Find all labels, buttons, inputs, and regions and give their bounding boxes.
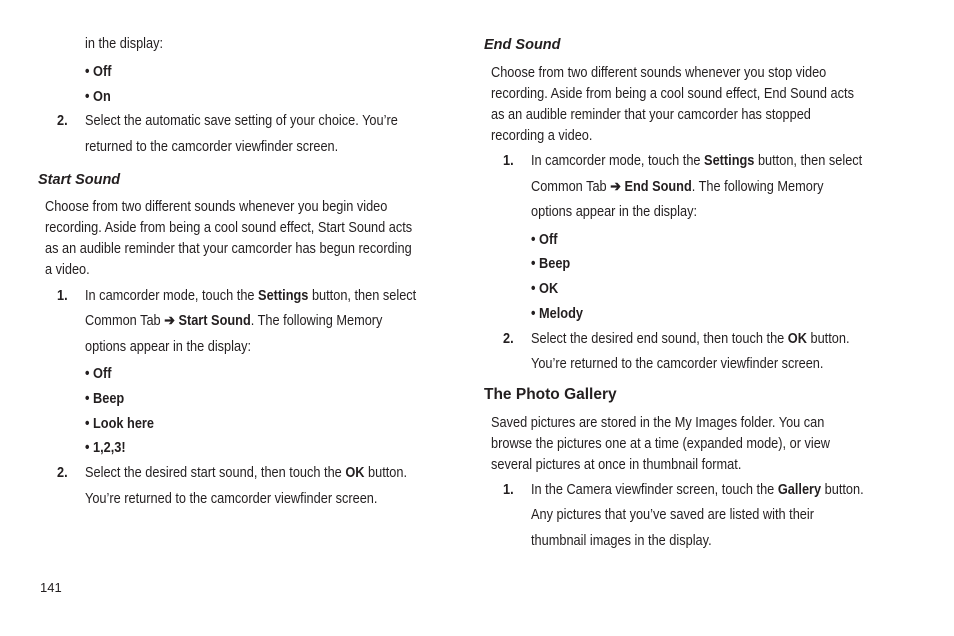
step-text: options appear in the display:	[531, 204, 698, 220]
step-number: 1.	[57, 288, 68, 304]
step-text: Common Tab ➔ Start Sound. The following Memory	[85, 313, 383, 329]
step-text: You’re returned to the camcorder viewfinder screen.	[85, 491, 378, 507]
step-text: Common Tab ➔ End Sound. The following Memory	[531, 179, 824, 195]
step-text: thumbnail images in the display.	[531, 533, 712, 549]
bullet-item: • Beep	[85, 391, 125, 407]
bullet-item: • Off	[85, 64, 112, 80]
step-number: 1.	[503, 482, 514, 498]
bullet-item: • Look here	[85, 416, 154, 432]
photo-gallery-heading: The Photo Gallery	[484, 386, 617, 403]
step-text: Any pictures that you’ve saved are listed with their	[531, 507, 814, 523]
step-number: 2.	[57, 465, 68, 481]
arrow-icon: ➔	[610, 179, 621, 195]
start-sound-heading: Start Sound	[38, 172, 121, 188]
intro-line: in the display:	[85, 36, 164, 52]
bullet-item: • OK	[531, 281, 559, 297]
step-number: 1.	[503, 153, 514, 169]
paragraph-line: recording. Aside from being a cool sound effect, Start Sound acts	[45, 220, 413, 236]
step-text: options appear in the display:	[85, 339, 252, 355]
step-text: returned to the camcorder viewfinder screen.	[85, 139, 339, 155]
step-text: Select the desired end sound, then touch the OK button.	[531, 331, 850, 347]
bullet-item: • Off	[531, 232, 558, 248]
step-text: In camcorder mode, touch the Settings button, then select	[531, 153, 863, 169]
step-number: 2.	[57, 113, 68, 129]
bullet-item: • On	[85, 89, 111, 105]
page-number: 141	[40, 580, 62, 595]
bullet-item: • Beep	[531, 256, 571, 272]
arrow-icon: ➔	[164, 313, 175, 329]
paragraph-line: recording a video.	[491, 128, 593, 144]
paragraph-line: Choose from two different sounds whenever you stop video	[491, 65, 827, 81]
step-text: In camcorder mode, touch the Settings button, then select	[85, 288, 417, 304]
paragraph-line: several pictures at once in thumbnail format.	[491, 457, 742, 473]
paragraph-line: Choose from two different sounds whenever you begin video	[45, 199, 388, 215]
paragraph-line: as an audible reminder that your camcorder has stopped	[491, 107, 811, 123]
step-number: 2.	[503, 331, 514, 347]
bullet-item: • 1,2,3!	[85, 440, 126, 456]
step-text: Select the desired start sound, then touch the OK button.	[85, 465, 408, 481]
paragraph-line: a video.	[45, 262, 90, 278]
paragraph-line: recording. Aside from being a cool sound effect, End Sound acts	[491, 86, 854, 102]
paragraph-line: Saved pictures are stored in the My Images folder. You can	[491, 415, 825, 431]
bullet-item: • Melody	[531, 306, 583, 322]
step-text: You’re returned to the camcorder viewfinder screen.	[531, 356, 824, 372]
end-sound-heading: End Sound	[484, 37, 561, 53]
step-text: In the Camera viewfinder screen, touch the Gallery button.	[531, 482, 864, 498]
bullet-item: • Off	[85, 366, 112, 382]
paragraph-line: browse the pictures one at a time (expanded mode), or view	[491, 436, 831, 452]
paragraph-line: as an audible reminder that your camcorder has begun recording	[45, 241, 412, 257]
step-text: Select the automatic save setting of your choice. You’re	[85, 113, 398, 129]
